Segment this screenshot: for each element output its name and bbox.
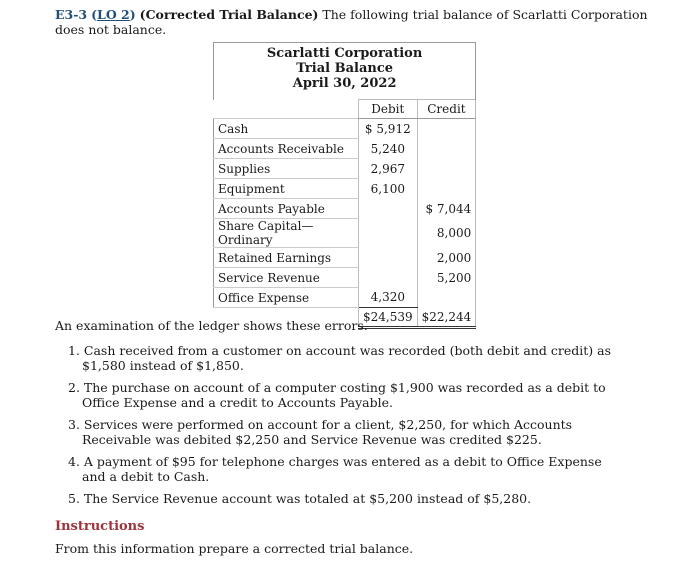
debit-amount [359,268,418,288]
table-row [214,268,476,288]
exercise-title: (Corrected Trial Balance) [139,7,319,22]
account-name: Service Revenue [214,268,359,288]
lo-open-paren: ( [91,7,98,22]
instructions-text: From this information prepare a corrected trial balance. [55,541,414,556]
account-name: Equipment [214,179,359,199]
list-item: 4. A payment of $95 for telephone charges was entered as a debit to Office Expense and a debit to Cash. [68,454,602,484]
examination-text: An examination of the ledger shows these errors. [55,318,368,333]
credit-amount [417,288,476,308]
total-debit: $24,539 [359,308,418,328]
table-row [214,288,476,308]
table-row [214,179,476,199]
debit-amount: 4,320 [359,288,418,308]
table-row [214,248,476,268]
credit-amount [417,139,476,159]
table-row [214,219,476,248]
errors-list [68,343,628,513]
list-item: 2. The purchase on account of a computer costing $1,900 was recorded as a debit to Office Expense and a credit to Accounts Payable. [68,380,606,410]
debit-amount: 6,100 [359,179,418,199]
instructions-heading: Instructions [55,519,145,534]
account-name: Accounts Receivable [214,139,359,159]
credit-amount [417,119,476,139]
statement-name: Trial Balance [296,61,394,76]
trial-balance-table [213,42,476,329]
account-name: Share Capital—Ordinary [214,219,359,248]
exercise-code: E3-3 [55,7,88,22]
account-name: Supplies [214,159,359,179]
debit-amount: 2,967 [359,159,418,179]
problem-intro [55,7,655,37]
account-name: Retained Earnings [214,248,359,268]
exercise-text: The following trial balance of Scarlatti Corporation does not balance. [55,7,648,37]
debit-amount: 5,240 [359,139,418,159]
account-name: Cash [214,119,359,139]
table-row [214,119,476,139]
table-row [214,199,476,219]
trial-balance-heading [214,43,476,100]
column-header-row [214,100,476,119]
table-row [214,159,476,179]
credit-amount: 5,200 [417,268,476,288]
statement-date: April 30, 2022 [292,76,397,91]
debit-column-header: Debit [359,100,418,119]
list-item: 5. The Service Revenue account was totaled at $5,200 instead of $5,280. [68,491,532,506]
debit-amount [359,219,418,248]
debit-amount [359,248,418,268]
credit-amount [417,159,476,179]
company-name: Scarlatti Corporation [266,46,423,61]
table-row [214,139,476,159]
learning-objective-link[interactable]: LO 2 [97,7,130,22]
credit-amount: $ 7,044 [417,199,476,219]
debit-amount [359,199,418,219]
account-name: Accounts Payable [214,199,359,219]
lo-close-paren: ) [129,7,136,22]
debit-amount: $ 5,912 [359,119,418,139]
credit-amount: 8,000 [417,219,476,248]
account-name: Office Expense [214,288,359,308]
total-credit: $22,244 [417,308,476,328]
list-item: 3. Services were performed on account for a client, $2,250, for which Accounts Receivable was debited $2,250 and Service Revenue was credited $225. [68,417,573,447]
credit-amount: 2,000 [417,248,476,268]
list-item: 1. Cash received from a customer on account was recorded (both debit and credit) as $1,580 instead of $1,850. [68,343,612,373]
credit-column-header: Credit [417,100,476,119]
credit-amount [417,179,476,199]
